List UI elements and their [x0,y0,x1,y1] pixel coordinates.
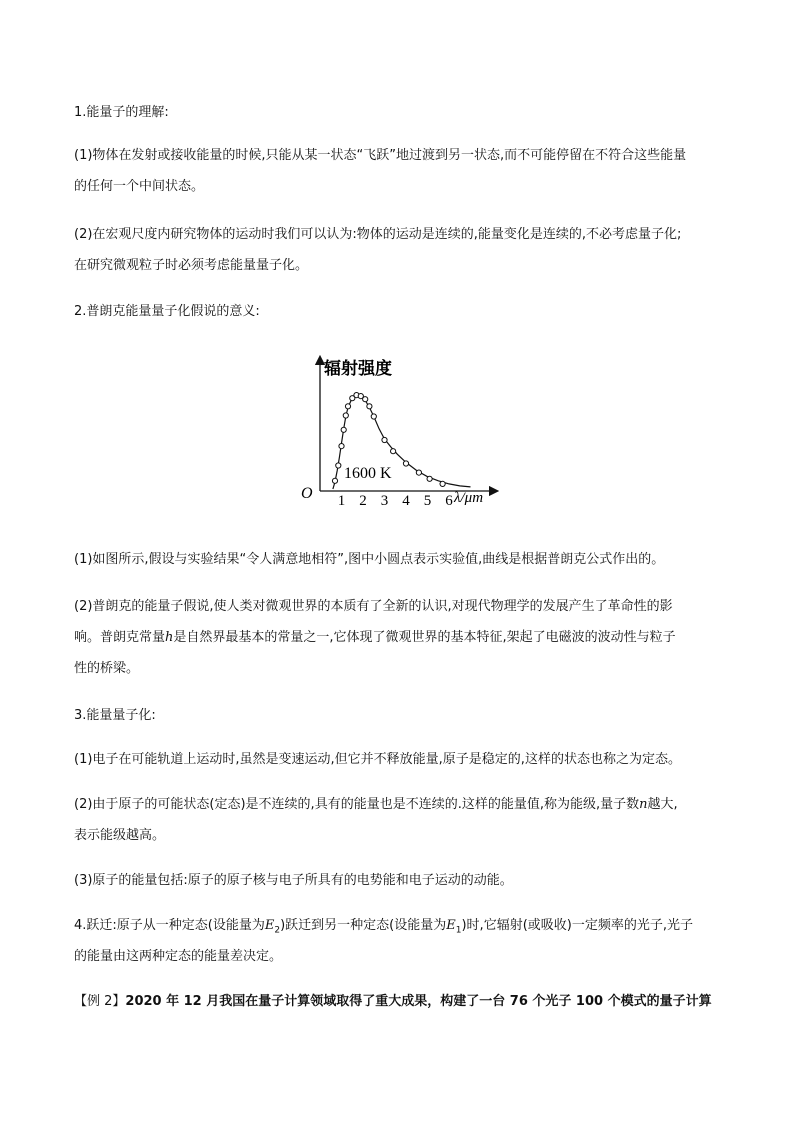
section-2-para-2-line-3: 性的桥梁。 [74,661,140,676]
origin-label: O [301,485,313,502]
section-2-heading: 2.普朗克能量量子化假说的意义: [74,304,260,319]
section-1-para-1-line-1: (1)物体在发射或接收能量的时候,只能从某一状态“飞跃”地过渡到另一状态,而不可能停留在不符合这些能量 [74,148,687,163]
section-1-para-2-line-1: (2)在宏观尺度内研究物体的运动时我们可以认为:物体的运动是连续的,能量变化是连续的,不必考虑量子化; [74,227,682,242]
x-tick-label: 3 [380,493,389,509]
data-point [403,461,408,466]
data-point [336,463,341,468]
data-point [416,470,421,475]
section-1-para-1-line-2: 的任何一个中间状态。 [74,179,205,194]
x-tick-label: 1 [337,493,346,509]
y-axis-label: 辐射强度 [324,359,392,379]
x-tick-label: 4 [402,493,410,509]
section-3-para-1: (1)电子在可能轨道上运动时,虽然是变速运动,但它并不释放能量,原子是稳定的,这样的状态也称之为定态。 [74,752,681,767]
section-3-para-3: (3)原子的能量包括:原子的原子核与电子所具有的电势能和电子运动的动能。 [74,873,513,888]
section-2-para-2-line-1: (2)普朗克的能量子假说,使人类对微观世界的本质有了全新的认识,对现代物理学的发展产生了革命性的影 [74,599,673,614]
x-tick-label: 5 [423,493,432,509]
example-tag: 【例 2】 [74,994,126,1009]
x-tick-labels [338,493,454,509]
section-2-para-1: (1)如图所示,假设与实验结果“令人满意地相符”,图中小圆点表示实验值,曲线是根据普朗克公式作出的。 [74,552,665,567]
data-point [332,478,337,483]
section-4-line-2: 的能量由这两种定态的能量差决定。 [74,949,283,964]
data-point [391,449,396,454]
example-text: 2020 年 12 月我国在量子计算领域取得了重大成果，构建了一台 76 个光子 100 个模式的量子计算 [125,994,712,1009]
x-axis-label: λ/μm [454,490,484,506]
data-point [363,397,368,402]
data-point [382,437,387,442]
planck-radiation-chart [282,350,512,510]
temperature-annotation: 1600 K [344,465,392,482]
data-point [367,404,372,409]
planck-constant-symbol: h [165,630,174,645]
section-3-para-2-line-2: 表示能级越高。 [74,828,166,843]
section-4-line-1: 4.跃迁:原子从一种定态(设能量为$E_2$)跃迁到另一种定态(设能量为$E_1$)时,它辐射(或吸收)一定频率的光子,光子 [74,918,693,936]
data-point [371,414,376,419]
example-2-line [74,994,724,1010]
section-2-para-2-line-2: 响。普朗克常量h是自然界最基本的常量之一,它体现了微观世界的基本特征,架起了电磁波的波动性与粒子 [74,630,676,645]
section-3-para-2-line-1: (2)由于原子的可能状态(定态)是不连续的,具有的能量也是不连续的.这样的能量值,称为能级,量子数n越大, [74,797,678,812]
data-point [339,444,344,449]
data-point [440,481,445,486]
section-3-heading: 3.能量量子化: [74,708,156,723]
data-point [343,413,348,418]
x-tick-label: 6 [445,493,453,509]
data-point [345,404,350,409]
data-point [341,427,346,432]
section-1-heading: 1.能量子的理解: [74,105,169,120]
x-tick-label: 2 [359,493,367,509]
section-1-para-2-line-2: 在研究微观粒子时必须考虑能量量子化。 [74,258,309,273]
data-point [427,476,432,481]
quantum-number-symbol: n [639,797,648,812]
